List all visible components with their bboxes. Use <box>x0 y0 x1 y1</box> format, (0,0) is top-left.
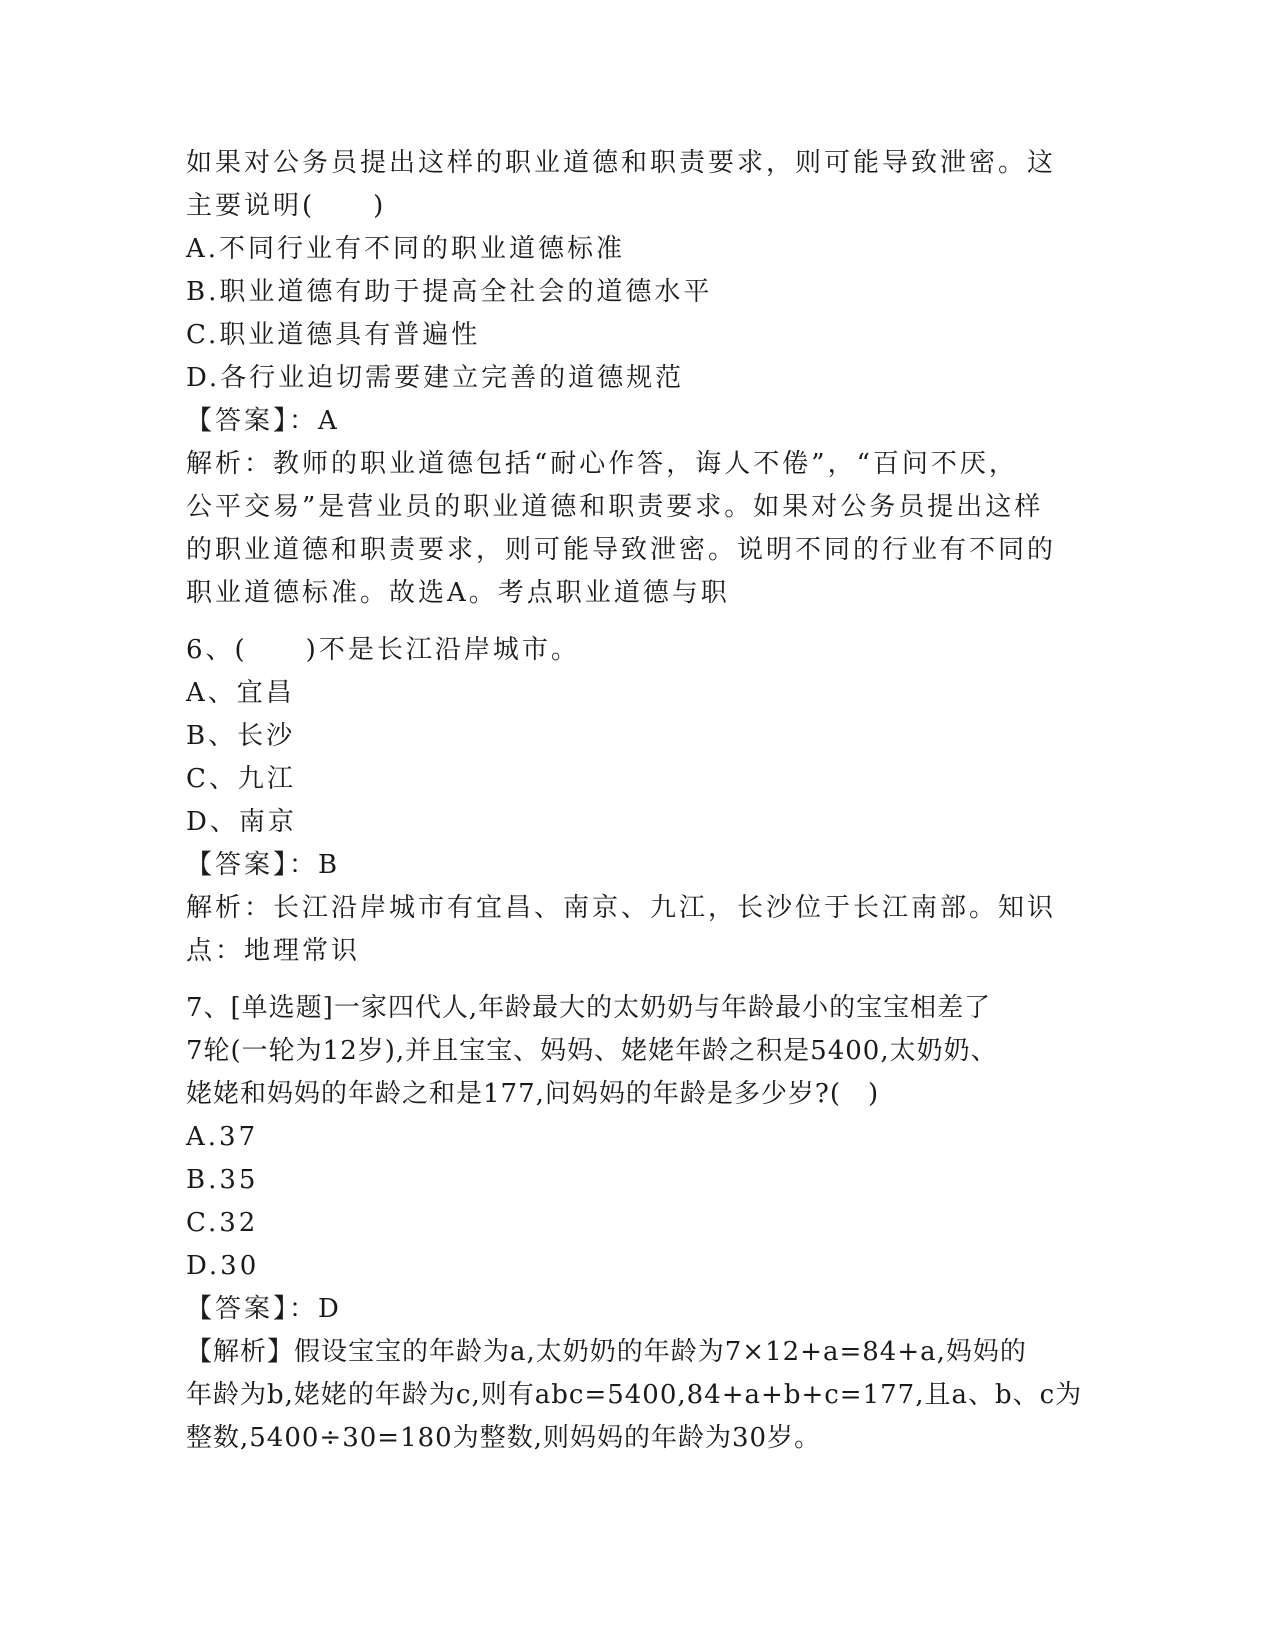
question-stem: 7、[单选题]一家四代人,年龄最大的太奶奶与年龄最小的宝宝相差了 <box>186 993 992 1023</box>
option-a: A、宜昌 <box>186 678 295 708</box>
analysis-text: 年龄为b,姥姥的年龄为c,则有abc=5400,84+a+b+c=177,且a、b、c为 <box>186 1380 1083 1410</box>
answer-label: 【答案】：A <box>186 406 340 436</box>
question-6-block <box>186 629 1066 973</box>
analysis-text: 的职业道德和职责要求，则可能导致泄密。说明不同的行业有不同的 <box>186 535 1057 565</box>
answer-label: 【答案】：B <box>186 850 341 880</box>
option-b: B.职业道德有助于提高全社会的道德水平 <box>186 277 713 307</box>
analysis-text: 职业道德标准。故选A。考点职业道德与职 <box>186 578 730 608</box>
option-c: C.职业道德具有普遍性 <box>186 320 481 350</box>
option-d: D.各行业迫切需要建立完善的道德规范 <box>186 363 685 393</box>
option-b: B.35 <box>186 1165 259 1195</box>
analysis-text: 解析：长江沿岸城市有宜昌、南京、九江，长沙位于长江南部。知识 <box>186 893 1057 923</box>
question-7-block <box>186 987 1083 1460</box>
option-a: A.37 <box>186 1122 259 1152</box>
question-stem: 7轮(一轮为12岁),并且宝宝、妈妈、姥姥年龄之积是5400,太奶奶、 <box>186 1036 998 1066</box>
question-stem: 如果对公务员提出这样的职业道德和职责要求，则可能导致泄密。这 <box>186 148 1057 178</box>
question-stem: 姥姥和妈妈的年龄之和是177,问妈妈的年龄是多少岁?( ) <box>186 1079 880 1109</box>
question-stem: 6、( )不是长江沿岸城市。 <box>186 635 580 665</box>
analysis-text: 点：地理常识 <box>186 936 361 966</box>
option-a: A.不同行业有不同的职业道德标准 <box>186 234 626 264</box>
option-c: C.32 <box>186 1208 259 1238</box>
question-5-block <box>186 142 1066 615</box>
answer-label: 【答案】：D <box>186 1294 342 1324</box>
option-d: D.30 <box>186 1251 260 1281</box>
analysis-text: 整数,5400÷30=180为整数,则妈妈的年龄为30岁。 <box>186 1423 822 1453</box>
option-d: D、南京 <box>186 807 297 837</box>
analysis-text: 解析：教师的职业道德包括“耐心作答，诲人不倦”，“百问不厌， <box>186 449 1018 479</box>
question-stem: 主要说明( ) <box>186 191 387 221</box>
option-b: B、长沙 <box>186 721 296 751</box>
exam-page <box>186 142 1083 1460</box>
analysis-text: 公平交易”是营业员的职业道德和职责要求。如果对公务员提出这样 <box>186 492 1044 522</box>
analysis-text: 【解析】假设宝宝的年龄为a,太奶奶的年龄为7×12+a=84+a,妈妈的 <box>186 1337 1027 1367</box>
option-c: C、九江 <box>186 764 296 794</box>
